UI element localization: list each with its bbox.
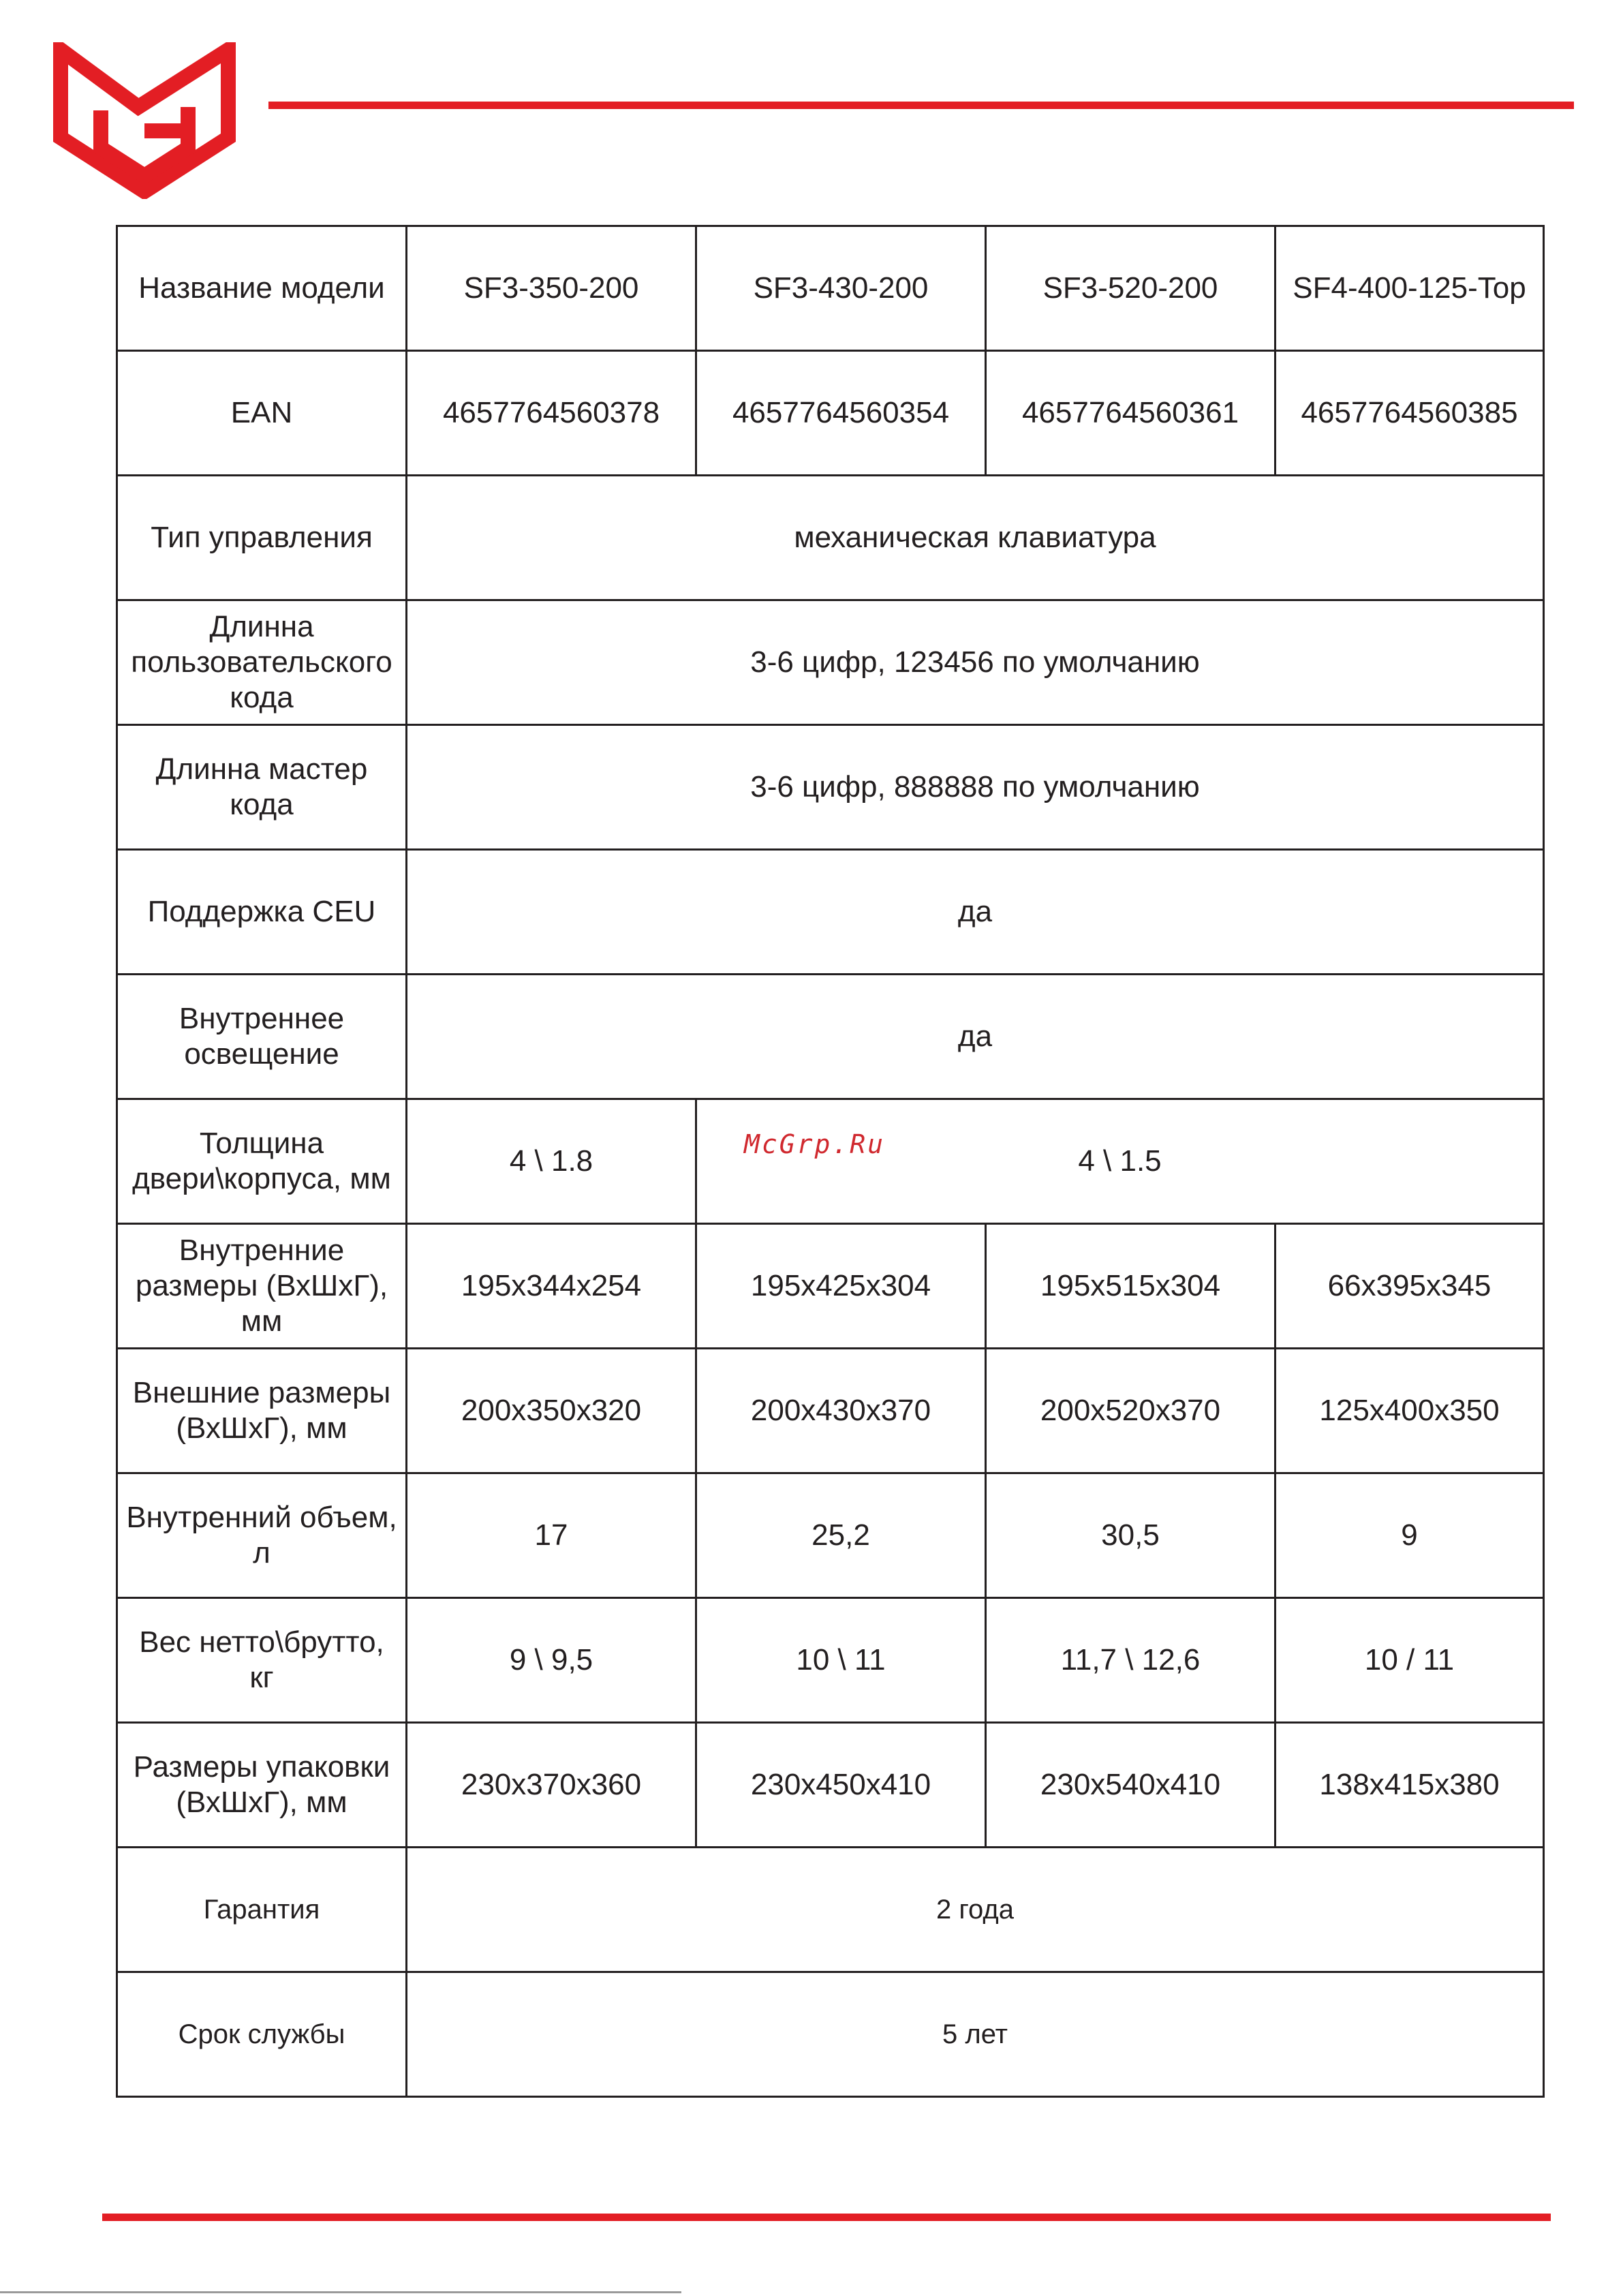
row-label: Внешние размеры (ВхШхГ), мм: [117, 1349, 407, 1473]
value-cell: 195x425x304: [696, 1224, 986, 1349]
value-cell: 200x520x370: [986, 1349, 1276, 1473]
value-cell: 25,2: [696, 1473, 986, 1598]
footer-divider: [102, 2214, 1551, 2221]
table-row-warranty: [117, 1848, 1544, 1972]
value-cell: 10 \ 11: [696, 1598, 986, 1723]
table-row-door-body-thickness: [117, 1099, 1544, 1224]
value-cell: 4657764560378: [407, 351, 696, 476]
value-cell: 4 \ 1.8: [407, 1099, 696, 1224]
page-edge-line: [0, 2291, 681, 2293]
value-cell: 17: [407, 1473, 696, 1598]
value-cell: 11,7 \ 12,6: [986, 1598, 1276, 1723]
table-row-user-code-length: [117, 600, 1544, 725]
value-cell: 230x370x360: [407, 1723, 696, 1848]
table-row-ceu-support: [117, 850, 1544, 975]
model-cell: SF4-400-125-Top: [1276, 226, 1544, 351]
row-label: Толщина двери\корпуса, мм: [117, 1099, 407, 1224]
value-cell: 3-6 цифр, 123456 по умолчанию: [407, 600, 1544, 725]
table-row-package-dimensions: [117, 1723, 1544, 1848]
row-label: Название модели: [117, 226, 407, 351]
value-cell: 4657764560361: [986, 351, 1276, 476]
table-row-master-code-length: [117, 725, 1544, 850]
model-cell: SF3-520-200: [986, 226, 1276, 351]
value-cell: 125x400x350: [1276, 1349, 1544, 1473]
row-label: Размеры упаковки (ВхШхГ), мм: [117, 1723, 407, 1848]
row-label: Гарантия: [117, 1848, 407, 1972]
value-cell: 4657764560354: [696, 351, 986, 476]
value-cell: 200x350x320: [407, 1349, 696, 1473]
table-row-service-life: [117, 1972, 1544, 2097]
row-label: Поддержка CEU: [117, 850, 407, 975]
value-cell: 2 года: [407, 1848, 1544, 1972]
table-row-outer-dimensions: [117, 1349, 1544, 1473]
row-label: Срок службы: [117, 1972, 407, 2097]
table-row-ean: [117, 351, 1544, 476]
model-cell: SF3-350-200: [407, 226, 696, 351]
value-cell: 138x415x380: [1276, 1723, 1544, 1848]
row-label: Тип управления: [117, 476, 407, 600]
table-row-model-name: [117, 226, 1544, 351]
value-cell: 9: [1276, 1473, 1544, 1598]
row-label: Длинна мастер кода: [117, 725, 407, 850]
value-cell: да: [407, 850, 1544, 975]
value-cell: 230x450x410: [696, 1723, 986, 1848]
value-cell: 5 лет: [407, 1972, 1544, 2097]
row-label: Вес нетто\брутто, кг: [117, 1598, 407, 1723]
table-row-interior-light: [117, 975, 1544, 1099]
row-label: Длинна пользовательского кода: [117, 600, 407, 725]
row-label: Внутреннее освещение: [117, 975, 407, 1099]
value-cell: 200x430x370: [696, 1349, 986, 1473]
table-row-weight: [117, 1598, 1544, 1723]
specifications-table: [116, 225, 1545, 2098]
shield-logo-icon: [53, 42, 236, 199]
row-label: Внутренние размеры (ВхШхГ), мм: [117, 1224, 407, 1349]
table-row-control-type: [117, 476, 1544, 600]
value-cell: 10 / 11: [1276, 1598, 1544, 1723]
watermark-text: McGrp.Ru: [744, 1129, 886, 1159]
model-cell: SF3-430-200: [696, 226, 986, 351]
table-row-inner-volume: [117, 1473, 1544, 1598]
value-cell: 66x395x345: [1276, 1224, 1544, 1349]
value-cell: 230x540x410: [986, 1723, 1276, 1848]
value-cell: механическая клавиатура: [407, 476, 1544, 600]
value-cell: 3-6 цифр, 888888 по умолчанию: [407, 725, 1544, 850]
value-cell: 195x515x304: [986, 1224, 1276, 1349]
value-cell: 30,5: [986, 1473, 1276, 1598]
value-cell: 4 \ 1.5: [696, 1099, 1544, 1224]
header-divider: [268, 102, 1574, 109]
row-label: EAN: [117, 351, 407, 476]
value-cell: 4657764560385: [1276, 351, 1544, 476]
value-cell: да: [407, 975, 1544, 1099]
table-row-inner-dimensions: [117, 1224, 1544, 1349]
row-label: Внутренний объем, л: [117, 1473, 407, 1598]
value-cell: 9 \ 9,5: [407, 1598, 696, 1723]
value-cell: 195x344x254: [407, 1224, 696, 1349]
